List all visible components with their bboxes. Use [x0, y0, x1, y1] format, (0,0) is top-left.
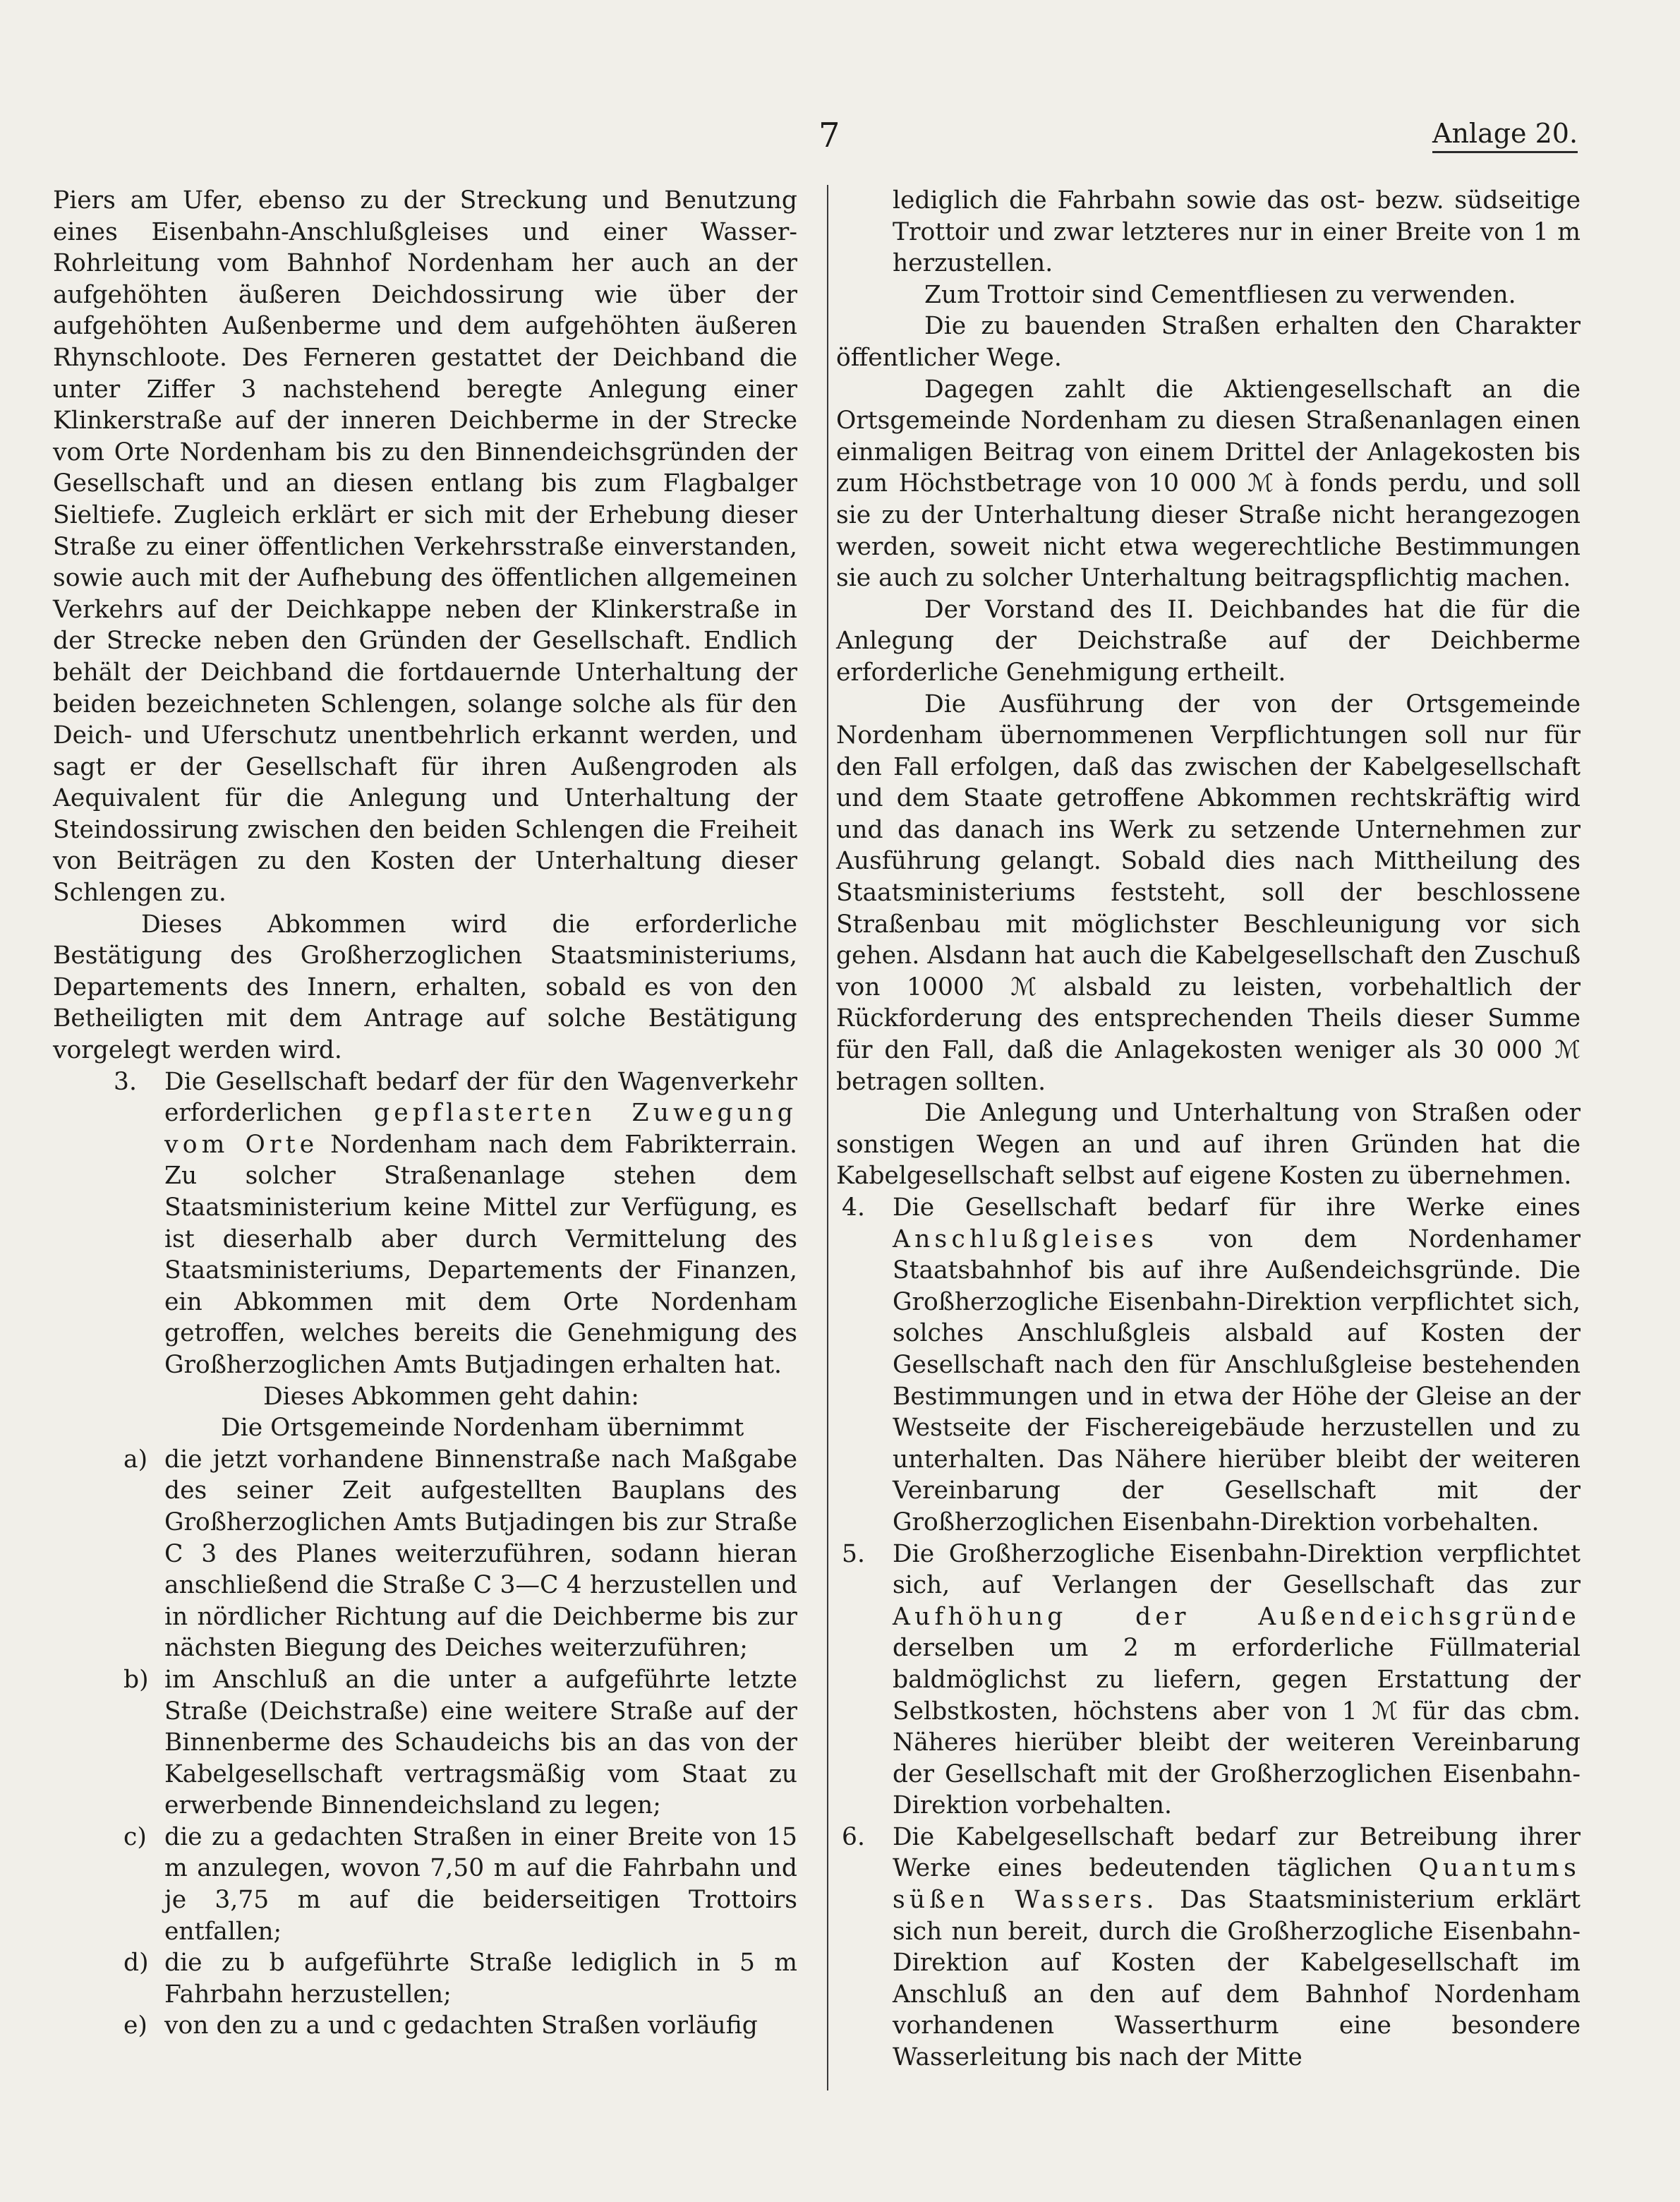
column-divider: [827, 185, 828, 2090]
paragraph-charakter: Die zu bauenden Straßen erhalten den Charakter öffentlicher Wege.: [836, 312, 1581, 372]
item-5-emphasis: Aufhöhung der Außendeichsgründe: [893, 1602, 1581, 1631]
item-3: [53, 1066, 797, 1381]
item-4-text-b: von dem Nordenhamer Staatsbahnhof bis auf ihre Außendeichsgründe. Die Großherzogliche Eisenbahn-Direktion verpflichtet sich, solches Anschlußgleis alsbald auf Kosten der Gesellschaft nach den für Anschlußgleise bestehenden Bestimmungen und in etwa der Höhe der Gleise an der Westseite der Fischereigebäude herzustellen und zu unterhalten. Das Nähere hierüber bleibt der weiteren Vereinbarung der Gesellschaft mit der Großherzoglichen Eisenbahn-Direktion vorbehalten.: [893, 1225, 1581, 1536]
item-b-label: b): [123, 1665, 149, 1694]
item-4-number: 4.: [842, 1193, 865, 1222]
item-3-text-a: Die Gesellschaft bedarf der für den Wagenverkehr erforderlichen: [164, 1067, 797, 1128]
item-5-number: 5.: [842, 1539, 865, 1568]
paragraph-abkommen: Dieses Abkommen geht dahin:: [263, 1382, 639, 1411]
item-3-emphasis: gepflasterten Zuwegung vom Orte: [164, 1099, 797, 1159]
paragraph-trottoir: Zum Trottoir sind Cementfliesen zu verwenden.: [924, 280, 1516, 309]
item-d: [53, 1947, 797, 2010]
item-a-text: die jetzt vorhandene Binnenstraße nach Maßgabe des seiner Zeit aufgestellten Bauplans des Großherzoglichen Amts Butjadingen bis zur Straße C 3 des Planes weiterzuführen, sodann hieran anschließend die Straße C 3—C 4 herzustellen und in nördlicher Richtung auf die Deichberme bis zur nächsten Biegung des Deiches weiterzuführen;: [164, 1445, 797, 1663]
item-4-text-a: Die Gesellschaft bedarf für ihre Werke eines: [893, 1193, 1581, 1222]
paragraph-ausfuehrung: Die Ausführung der von der Ortsgemeinde Nordenham übernommenen Verpflichtungen soll nur für den Fall erfolgen, daß das zwischen der Kabelgesellschaft und dem Staate getroffene Abkommen rechtskräftig wird und das danach ins Werk zu setzende Unternehmen zur Ausführung gelangt. Sobald dies nach Mittheilung des Staatsministeriums feststeht, soll der beschlossene Straßenbau mit möglichster Beschleunigung vor sich gehen. Alsdann hat auch die Kabelgesellschaft den Zuschuß von 10000 ℳ alsbald zu leisten, vorbehaltlich der Rückforderung des entsprechenden Theils dieser Summe für den Fall, daß die Anlagekosten weniger als 30 000 ℳ betragen sollten.: [836, 690, 1581, 1096]
item-a-label: a): [123, 1445, 148, 1474]
paragraph-dagegen: Dagegen zahlt die Aktiengesellschaft an die Ortsgemeinde Nordenham zu diesen Straßenanlagen einen einmaligen Beitrag von einem Drittel der Anlagekosten bis zum Höchstbetrage von 10 000 ℳ à fonds perdu, und soll sie zu der Unterhaltung dieser Straße nicht herangezogen werden, soweit nicht etwa wegerechtliche Bestimmungen sie auch zu solcher Unterhaltung beitragspflichtig machen.: [836, 375, 1581, 593]
paragraph-bestaetigung: Dieses Abkommen wird die erforderliche Bestätigung des Großherzoglichen Staatsministeriums, Departements des Innern, erhalten, sobald es von den Betheiligten mit dem Antrage auf solche Bestätigung vorgelegt werden wird.: [53, 910, 797, 1065]
item-6-number: 6.: [842, 1822, 865, 1851]
item-3-number: 3.: [114, 1067, 137, 1096]
item-5-text-b: derselben um 2 m erforderliche Füllmaterial baldmöglichst zu liefern, gegen Erstattung der Selbstkosten, höchstens aber von 1 ℳ für das cbm. Näheres hierüber bleibt der weiteren Vereinbarung der Gesellschaft mit der Großherzoglichen Eisenbahn-Direktion vorbehalten.: [893, 1634, 1581, 1820]
item-c: [53, 1822, 797, 1947]
item-3-text-b: Nordenham nach dem Fabrikterrain. Zu solcher Straßenanlage stehen dem Staatsministerium keine Mittel zur Verfügung, es ist dieserhalb aber durch Vermittelung des Staatsministeriums, Departements der Finanzen, ein Abkommen mit dem Orte Nordenham getroffen, welches bereits die Genehmigung des Großherzoglichen Amts Butjadingen erhalten hat.: [164, 1130, 798, 1379]
paragraph-anlegung: Die Anlegung und Unterhaltung von Straßen oder sonstigen Wegen an und auf ihren Gründen hat die Kabelgesellschaft selbst auf eigene Kosten zu übernehmen.: [836, 1099, 1581, 1191]
item-e: [53, 2010, 797, 2042]
paragraph-vorstand: Der Vorstand des II. Deichbandes hat die für die Anlegung der Deichstraße auf der Deichberme erforderliche Genehmigung ertheilt.: [836, 595, 1581, 687]
item-a: [53, 1444, 797, 1664]
item-6-text-a: Die Kabelgesellschaft bedarf zur Betreibung ihrer Werke eines bedeutenden täglichen: [893, 1822, 1581, 1883]
item-b-text: im Anschluß an die unter a aufgeführte letzte Straße (Deichstraße) eine weitere Straße auf der Binnenberme des Schaudeichs bis an das von der Kabelgesellschaft vertragsmäßig vom Staat zu erwerbende Binnendeichsland zu legen;: [164, 1665, 797, 1820]
right-column: [836, 185, 1581, 2074]
item-e-label: e): [123, 2011, 147, 2040]
item-e-text: von den zu a und c gedachten Straßen vorläufig: [164, 2011, 758, 2040]
paragraph-ortsgemeinde: Die Ortsgemeinde Nordenham übernimmt: [221, 1414, 744, 1443]
item-c-label: c): [123, 1822, 147, 1851]
paragraph-fahrbahn-cont: lediglich die Fahrbahn sowie das ost- bezw. südseitige Trottoir und zwar letzteres nur in einer Breite von 1 m herzustellen.: [893, 186, 1581, 278]
item-4: [836, 1192, 1581, 1539]
item-6: [836, 1822, 1581, 2074]
page-number: 7: [818, 116, 840, 155]
item-d-label: d): [123, 1949, 149, 1978]
item-6-text-b: Das Staatsministerium erklärt sich nun bereit, durch die Großherzogliche Eisenbahn-Direktion auf Kosten der Kabelgesellschaft im Anschluß an den auf dem Bahnhof Nordenham vorhandenen Wasserthurm eine besondere Wasserleitung bis nach der Mitte: [893, 1886, 1581, 2072]
item-d-text: die zu b aufgeführte Straße lediglich in 5 m Fahrbahn herzustellen;: [164, 1949, 797, 2009]
paragraph-piers: Piers am Ufer, ebenso zu der Streckung und Benutzung eines Eisenbahn-Anschlußgleises und einer Wasser-Rohrleitung vom Bahnhof Nordenham her auch an der aufgehöhten äußeren Deichdossirung wie über der aufgehöhten Außenberme und dem aufgehöhten äußeren Rhynschloote. Des Ferneren gestattet der Deichband die unter Ziffer 3 nachstehend beregte Anlegung einer Klinkerstraße auf der inneren Deichberme in der Strecke vom Orte Nordenham bis zu den Binnendeichsgründen der Gesellschaft und an diesen entlang bis zum Flagbalger Sieltiefe. Zugleich erklärt er sich mit der Erhebung dieser Straße zu einer öffentlichen Verkehrsstraße einverstanden, sowie auch mit der Aufhebung des öffentlichen allgemeinen Verkehrs auf der Deichkappe neben der Klinkerstraße in der Strecke neben den Gründen der Gesellschaft. Endlich behält der Deichband die fortdauernde Unterhaltung der beiden bezeichneten Schlengen, solange solche als für den Deich- und Uferschutz unentbehrlich erkannt werden, und sagt er der Gesellschaft für ihren Außengroden als Aequivalent für die Anlegung und Unterhaltung der Steindossirung zwischen den beiden Schlengen die Freiheit von Beiträgen zu den Kosten der Unterhaltung dieser Schlengen zu.: [53, 186, 797, 908]
item-4-emphasis: Anschlußgleises: [893, 1225, 1159, 1253]
item-6-emphasis: Quantums süßen Wassers.: [893, 1854, 1581, 1915]
left-column: [53, 185, 797, 2042]
item-b: [53, 1664, 797, 1822]
item-5: [836, 1539, 1581, 1822]
item-c-text: die zu a gedachten Straßen in einer Breite von 15 m anzulegen, wovon 7,50 m auf die Fahrbahn und je 3,75 m auf die beiderseitigen Trottoirs entfallen;: [164, 1822, 797, 1946]
annex-label: Anlage 20.: [1432, 120, 1578, 153]
item-5-text-a: Die Großherzogliche Eisenbahn-Direktion verpflichtet sich, auf Verlangen der Gesellschaft das zur: [893, 1539, 1581, 1600]
